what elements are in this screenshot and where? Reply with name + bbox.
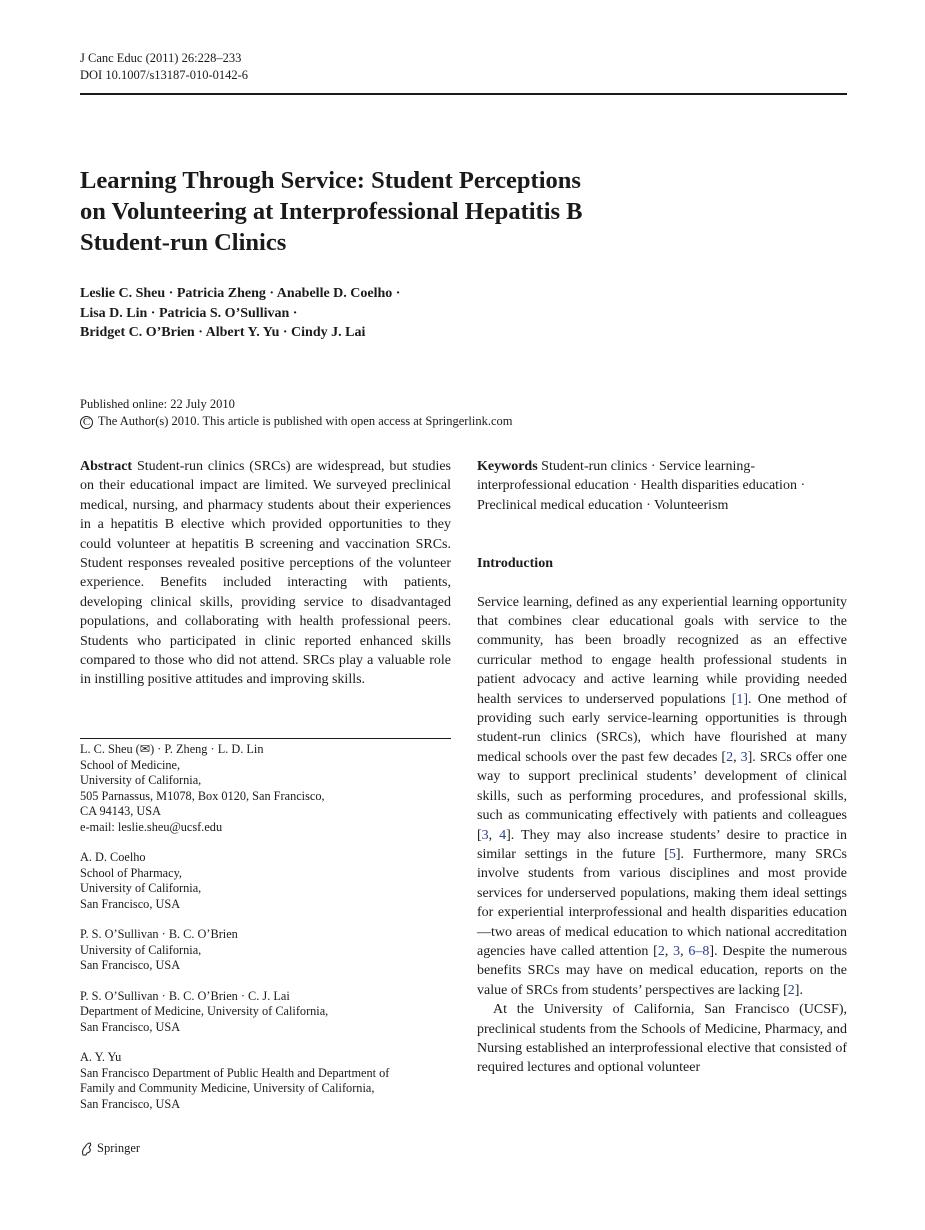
author-line: Bridget C. O’Brien · Albert Y. Yu · Cindy J. Lai: [80, 325, 366, 340]
introduction-text: ,: [733, 749, 741, 765]
introduction-heading: Introduction: [477, 556, 553, 572]
springer-horse-icon: [80, 1142, 93, 1156]
affiliation-line: Department of Medicine, University of California,: [80, 1004, 329, 1018]
affiliation-line: 505 Parnassus, M1078, Box 0120, San Francisco,: [80, 788, 325, 803]
introduction-text: ,: [664, 943, 674, 959]
author-list: [80, 284, 720, 343]
introduction-text: ]. Furthermore, many SRCs involve students from various disciplines and most provide services for underserved populations, making them ideal settings for experiential interprofessional and health disparities education—two areas of medical education to which national accreditation agencies have called attention [: [477, 846, 848, 959]
publication-info: [80, 396, 720, 429]
title-line: Student-run Clinics: [80, 229, 287, 256]
affiliation-block: [80, 1050, 460, 1112]
copyright-icon: C: [80, 416, 93, 429]
affiliation-line: San Francisco, USA: [80, 1096, 181, 1111]
introduction-text: ]. Despite the numerous benefits SRCs may have on medical education, reports on the value of SRCs from students’ perspectives are lacking [: [477, 943, 848, 998]
article-title: [80, 165, 720, 258]
copyright-text: The Author(s) 2010. This article is published with open access at Springerlink.com: [97, 413, 513, 428]
citation-link[interactable]: 5: [668, 846, 676, 862]
introduction-paragraph-2: At the University of California, San Francisco (UCSF), preclinical students from the Schools of Medicine, Pharmacy, and Nursing established an interprofessional elective that consisted of required lectures and optional volunteer: [477, 1002, 847, 1076]
citation-link[interactable]: 3: [481, 827, 489, 843]
introduction-text: ]. They may also increase students’ desire to practice in similar settings in the future [: [477, 827, 848, 862]
affiliations: [80, 742, 460, 1127]
introduction-text: ]. SRCs offer one way to support preclinical students’ development of clinical skills, such as performing procedures, and professional skills, such as communicating effectively with patients and colleagues [: [477, 749, 848, 843]
affiliation-line: Family and Community Medicine, University of California,: [80, 1081, 375, 1095]
citation-link[interactable]: 6–8: [688, 943, 710, 959]
title-line: on Volunteering at Interprofessional Hepatitis B: [80, 198, 583, 225]
citation-link[interactable]: 2: [787, 982, 795, 998]
affiliation-rule: [80, 738, 451, 739]
citation-link[interactable]: 4: [499, 827, 507, 843]
journal-citation: J Canc Educ (2011) 26:228–233: [80, 51, 242, 65]
publisher-name: Springer: [97, 1141, 141, 1155]
title-line: Learning Through Service: Student Perceptions: [80, 167, 581, 194]
introduction-paragraph-1: [477, 593, 847, 1001]
copyright-line: [80, 413, 720, 430]
affiliation-line: School of Medicine,: [80, 757, 181, 772]
journal-header: [80, 50, 248, 84]
affiliation-line: San Francisco, USA: [80, 958, 181, 972]
published-date: Published online: 22 July 2010: [80, 397, 235, 411]
introduction-text: ,: [680, 943, 689, 959]
keywords-paragraph: [477, 457, 847, 515]
introduction-text: Service learning, defined as any experiential learning opportunity that combines clear educational goals with service to the community, has been broadly recognized as an effective curricular method to engage health professional students in patient advocacy and active learning while providing needed health services to underserved populations: [477, 594, 847, 707]
affiliation-line: San Francisco, USA: [80, 1019, 181, 1034]
affiliation-block: [80, 989, 460, 1036]
affiliation-line: San Francisco Department of Public Health and Department of: [80, 1065, 390, 1080]
affiliation-block: [80, 742, 460, 835]
affiliation-line: School of Pharmacy,: [80, 865, 182, 880]
abstract-label: Abstract: [80, 459, 133, 474]
author-line: Leslie C. Sheu · Patricia Zheng · Anabelle D. Coelho ·: [80, 286, 401, 301]
affiliation-line: San Francisco, USA: [80, 896, 181, 911]
affiliation-line: A. D. Coelho: [80, 850, 146, 864]
affiliation-line: University of California,: [80, 881, 202, 895]
affiliation-block: [80, 927, 460, 974]
introduction-text: ].: [794, 982, 803, 998]
header-rule: [80, 93, 847, 95]
affiliation-line: L. C. Sheu (✉) · P. Zheng · L. D. Lin: [80, 742, 264, 756]
author-line: Lisa D. Lin · Patricia S. O’Sullivan ·: [80, 305, 298, 321]
keywords-text: Student-run clinics · Service learning-interprofessional education · Health disparities education · Preclinical medical education · Volunteerism: [477, 459, 806, 513]
affiliation-block: [80, 850, 460, 912]
citation-link[interactable]: 3: [740, 749, 748, 765]
abstract-text: Student-run clinics (SRCs) are widespread, but studies on their educational impact are limited. We surveyed preclinical medical, nursing, and pharmacy students about their experiences in a hepatitis B elective which provided opportunities to they could volunteer at hepatitis B screening and vaccination SRCs. Student responses revealed positive perceptions of the volunteer experience. Benefits included interacting with patients, developing clinical skills, providing service to disadvantaged populations, and collaborating with health professional peers. Students who participated in clinic reported enhanced skills compared to those who did not attend. SRCs play a valuable role in instilling positive attitudes and improving skills.: [80, 459, 451, 688]
citation-link[interactable]: 2: [657, 943, 665, 959]
citation-link[interactable]: 3: [673, 943, 681, 959]
affiliation-line: A. Y. Yu: [80, 1050, 122, 1064]
affiliation-line: University of California,: [80, 773, 202, 787]
abstract-paragraph: [80, 457, 451, 690]
citation-link[interactable]: 2: [726, 749, 734, 765]
affiliation-line: CA 94143, USA: [80, 804, 161, 818]
introduction-text: . One method of providing such early service-learning opportunities is through student-run clinics (SRCs), which have flourished at many medical schools over the past few decades [: [477, 691, 847, 765]
journal-doi[interactable]: DOI 10.1007/s13187-010-0142-6: [80, 68, 249, 82]
affiliation-line[interactable]: e-mail: leslie.sheu@ucsf.edu: [80, 819, 223, 834]
affiliation-line: P. S. O’Sullivan · B. C. O’Brien · C. J. Lai: [80, 988, 290, 1003]
keywords-label: Keywords: [477, 459, 538, 474]
right-column: [477, 457, 847, 1078]
abstract-section: [80, 457, 451, 690]
introduction-text: ,: [488, 827, 500, 843]
citation-link[interactable]: [1]: [731, 691, 749, 707]
page-footer: [80, 1141, 140, 1156]
affiliation-line: P. S. O’Sullivan · B. C. O’Brien: [80, 927, 238, 941]
affiliation-line: University of California,: [80, 942, 202, 957]
